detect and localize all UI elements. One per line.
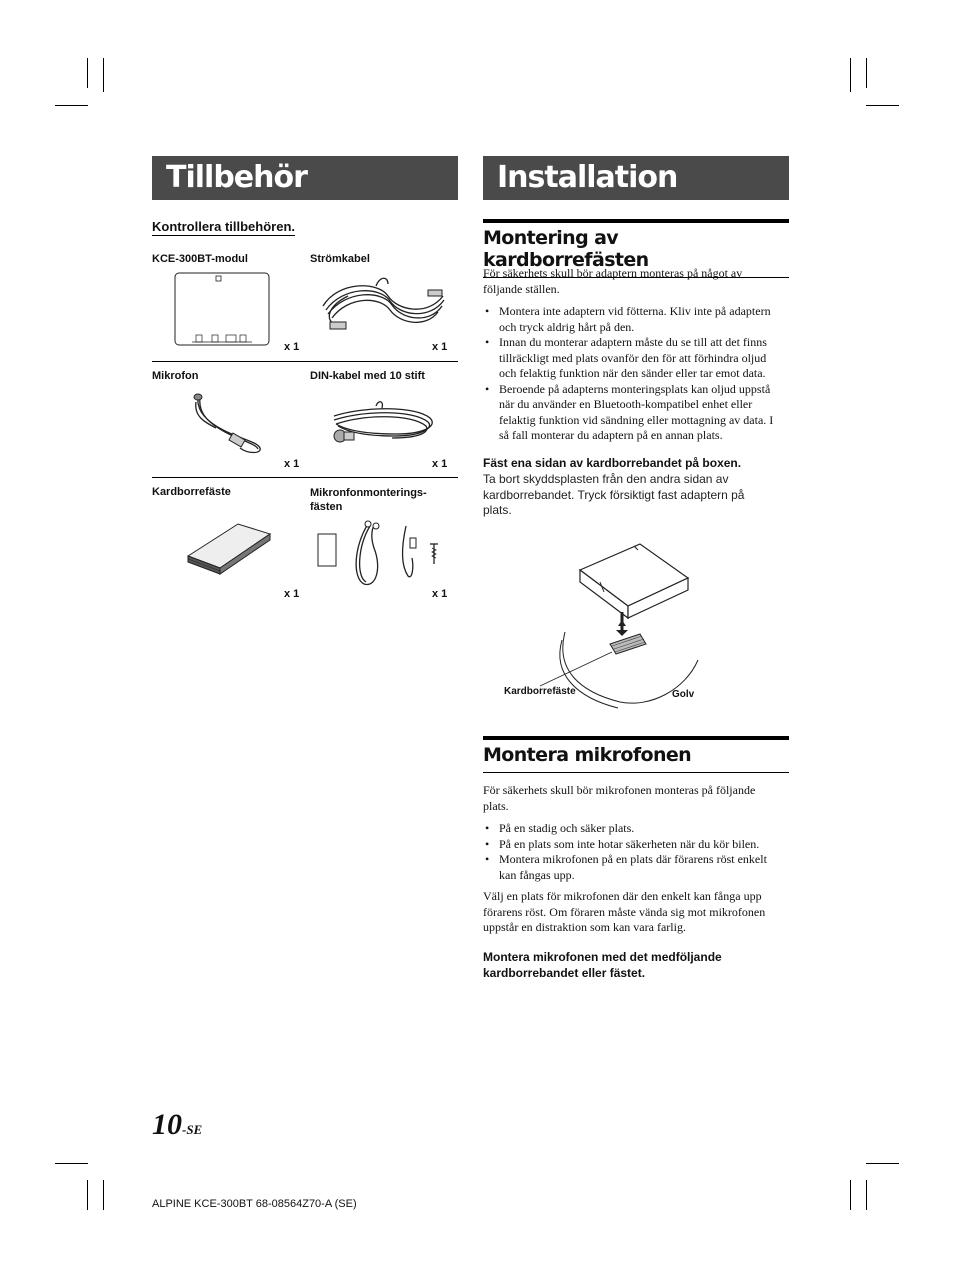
din-cable-illustration xyxy=(326,404,438,450)
row-divider-1 xyxy=(152,361,458,362)
mic-bracket-illustration xyxy=(316,518,440,588)
module-illustration xyxy=(174,272,270,348)
mount-step-heading: Fäst ena sidan av kardborrebandet på boxen. xyxy=(483,456,742,470)
page-number-block xyxy=(152,1108,202,1142)
mount-step-text: Ta bort skyddsplasten från den andra sidan av kardborrebandet. Tryck försiktigt fast adaptern på plats. xyxy=(483,472,745,517)
item-qty-velcro: x 1 xyxy=(284,588,300,600)
diagram-label-velcro: Kardborrefäste xyxy=(504,686,576,697)
microphone-illustration xyxy=(188,392,268,456)
item-qty-microphone: x 1 xyxy=(284,458,300,470)
mic-bullet: • På en plats som inte hotar säkerheten när du kör bilen. xyxy=(483,837,785,853)
item-qty-din-cable: x 1 xyxy=(432,458,448,470)
item-name-power-cable: Strömkabel xyxy=(310,253,370,265)
mic-step-heading: Montera mikrofonen med det medföljande kardborrebandet eller fästet. xyxy=(483,950,722,980)
item-qty-mic-brackets: x 1 xyxy=(432,588,448,600)
power-cable-illustration xyxy=(318,276,448,336)
section-title-tillbehor: Tillbehör xyxy=(152,156,458,200)
item-name-mic-brackets: Mikronfonmonterings- fästen xyxy=(310,487,427,513)
section-title-installation: Installation xyxy=(483,156,789,200)
item-name-din-cable: DIN-kabel med 10 stift xyxy=(310,370,425,382)
mic-bullet: • På en stadig och säker plats. xyxy=(483,821,785,837)
check-heading: Kontrollera tillbehören. xyxy=(152,219,296,234)
mic-text: Välj en plats för mikrofonen där den enkelt kan fånga upp förarens röst. Om föraren måste vända sig mot mikrofonen uppstår en distraktion som kan vara farlig. xyxy=(483,889,766,934)
diagram-label-floor: Golv xyxy=(672,689,695,700)
mount-bullets xyxy=(483,304,785,444)
mic-bullets xyxy=(483,821,785,883)
doc-id: ALPINE KCE-300BT 68-08564Z70-A (SE) xyxy=(152,1198,357,1210)
mount-bullet: • Innan du monterar adaptern måste du se till att det finns tillräckligt med plats ovanför den för att förhindra oljud och felaktig funktion när den sänder eller tar emot data. xyxy=(483,335,785,382)
item-qty-power-cable: x 1 xyxy=(432,341,448,353)
row-divider-2 xyxy=(152,477,458,478)
item-name-velcro: Kardborrefäste xyxy=(152,486,231,498)
mic-heading: Montera mikrofonen xyxy=(483,736,789,773)
page-suffix: -SE xyxy=(182,1122,203,1137)
mic-intro: För säkerhets skull bör mikrofonen monteras på följande plats. xyxy=(483,783,756,813)
mount-heading: Montering av kardborrefästen xyxy=(483,219,789,278)
mount-intro: För säkerhets skull bör adaptern monteras på något av följande ställen. xyxy=(483,266,743,296)
item-name-microphone: Mikrofon xyxy=(152,370,199,382)
item-name-module: KCE-300BT-modul xyxy=(152,253,248,265)
mount-bullet: • Montera inte adaptern vid fötterna. Kliv inte på adaptern och tryck aldrig hårt på den. xyxy=(483,304,785,335)
mounting-diagram xyxy=(500,540,710,710)
velcro-illustration xyxy=(186,520,272,576)
mic-bullet: • Montera mikrofonen på en plats där förarens röst enkelt kan fångas upp. xyxy=(483,852,785,883)
mount-bullet: • Beroende på adapterns monteringsplats kan oljud uppstå när du använder en Bluetooth-kompatibel enhet eller felaktig funktion vid sändning eller mottagning av data. I så fall monterar du adaptern på en annan plats. xyxy=(483,382,785,444)
item-qty-module: x 1 xyxy=(284,341,300,353)
page-number: 10 xyxy=(152,1108,182,1141)
